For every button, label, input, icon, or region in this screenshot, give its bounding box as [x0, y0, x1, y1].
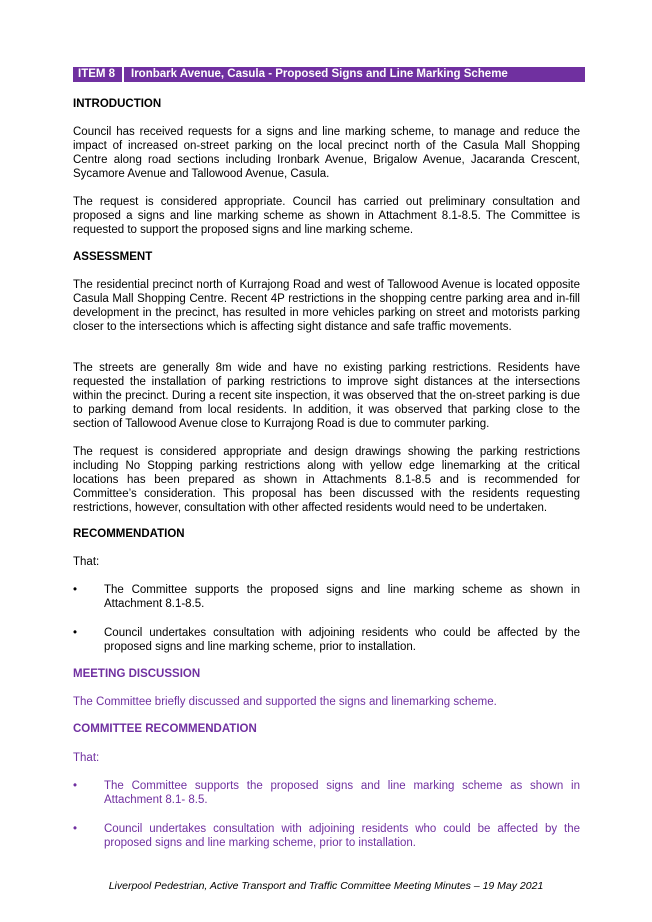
recommendation-item-text: Council undertakes consultation with adjoining residents who could be affected by the proposed signs and line marking scheme, prior to installation.: [104, 627, 580, 653]
introduction-paragraph-1: [73, 125, 580, 181]
meeting-discussion-text: The Committee briefly discussed and supported the signs and linemarking scheme.: [73, 696, 497, 708]
committee-recommendation-item: [73, 779, 580, 807]
meeting-discussion-paragraph: [73, 695, 580, 709]
bullet-icon: •: [73, 780, 78, 792]
bullet-icon: •: [73, 823, 78, 835]
recommendation-intro-text: That:: [73, 556, 100, 568]
introduction-heading: INTRODUCTION: [73, 98, 162, 110]
committee-recommendation-intro: [73, 751, 580, 765]
assessment-heading: ASSESSMENT: [73, 251, 153, 263]
bullet-icon: •: [73, 584, 78, 596]
item-banner: [73, 67, 585, 82]
introduction-paragraph-2: [73, 195, 580, 237]
recommendation-section: [73, 527, 580, 541]
committee-recommendation-intro-text: That:: [73, 752, 100, 764]
page-footer: Liverpool Pedestrian, Active Transport and Traffic Committee Meeting Minutes – 19 May 2021: [108, 880, 544, 892]
introduction-section: [73, 97, 580, 111]
assessment-text-3: The request is considered appropriate and design drawings showing the parking restrictions including No Stopping parking restrictions along with yellow edge linemarking at the critical locations has been prepared as shown in Attachments 8.1-8.5 and is recommended for Committee’s consideration. This proposal has been discussed with the residents requesting restrictions, however, consultation with other affected residents would need to be undertaken.: [73, 446, 580, 514]
recommendation-intro: [73, 555, 580, 569]
assessment-paragraph-2: [73, 361, 580, 431]
assessment-text-2: The streets are generally 8m wide and have no existing parking restrictions. Residents have requested the installation of parking restrictions to improve sight distances at the intersections within the precinct. During a recent site inspection, it was observed that the on-street parking is due to parking demand from local residents. In addition, it was observed that parking close to the section of Tallowood Avenue close to Kurrajong Road is due to commuter parking.: [73, 362, 580, 430]
recommendation-heading: RECOMMENDATION: [73, 528, 185, 540]
assessment-text-1: The residential precinct north of Kurrajong Road and west of Tallowood Avenue is located opposite Casula Mall Shopping Centre. Recent 4P restrictions in the shopping centre parking area and in-fill development in the precinct, has resulted in more vehicles parking on street and motorists parking closer to the intersections which is affecting sight distance and safe traffic movements.: [73, 279, 580, 333]
recommendation-item: [73, 626, 580, 654]
bullet-icon: •: [73, 627, 78, 639]
committee-recommendation-item: [73, 822, 580, 850]
committee-recommendation-item-text: The Committee supports the proposed signs and line marking scheme as shown in Attachment 8.1- 8.5.: [104, 780, 580, 806]
committee-recommendation-section: [73, 722, 580, 736]
item-number: ITEM 8: [78, 68, 116, 80]
assessment-section: [73, 250, 580, 264]
introduction-text-1: Council has received requests for a signs and line marking scheme, to manage and reduce the impact of increased on-street parking on the local precinct north of the Casula Mall Shopping Centre along road sections including Ironbark Avenue, Brigalow Avenue, Jacaranda Crescent, Sycamore Avenue and Tallowood Avenue, Casula.: [73, 126, 580, 180]
meeting-discussion-section: [73, 667, 580, 681]
meeting-discussion-heading: MEETING DISCUSSION: [73, 668, 201, 680]
item-title: Ironbark Avenue, Casula - Proposed Signs and Line Marking Scheme: [131, 68, 508, 80]
committee-recommendation-heading: COMMITTEE RECOMMENDATION: [73, 723, 257, 735]
recommendation-item-text: The Committee supports the proposed signs and line marking scheme as shown in Attachment 8.1-8.5.: [104, 584, 580, 610]
assessment-paragraph-1: [73, 278, 580, 334]
assessment-paragraph-3: [73, 445, 580, 515]
introduction-text-2: The request is considered appropriate. Council has carried out preliminary consultation and proposed a signs and line marking scheme as shown in Attachment 8.1-8.5. The Committee is requested to support the proposed signs and line marking scheme.: [73, 196, 580, 236]
committee-recommendation-item-text: Council undertakes consultation with adjoining residents who could be affected by the proposed signs and line marking scheme, prior to installation.: [104, 823, 580, 849]
recommendation-item: [73, 583, 580, 611]
